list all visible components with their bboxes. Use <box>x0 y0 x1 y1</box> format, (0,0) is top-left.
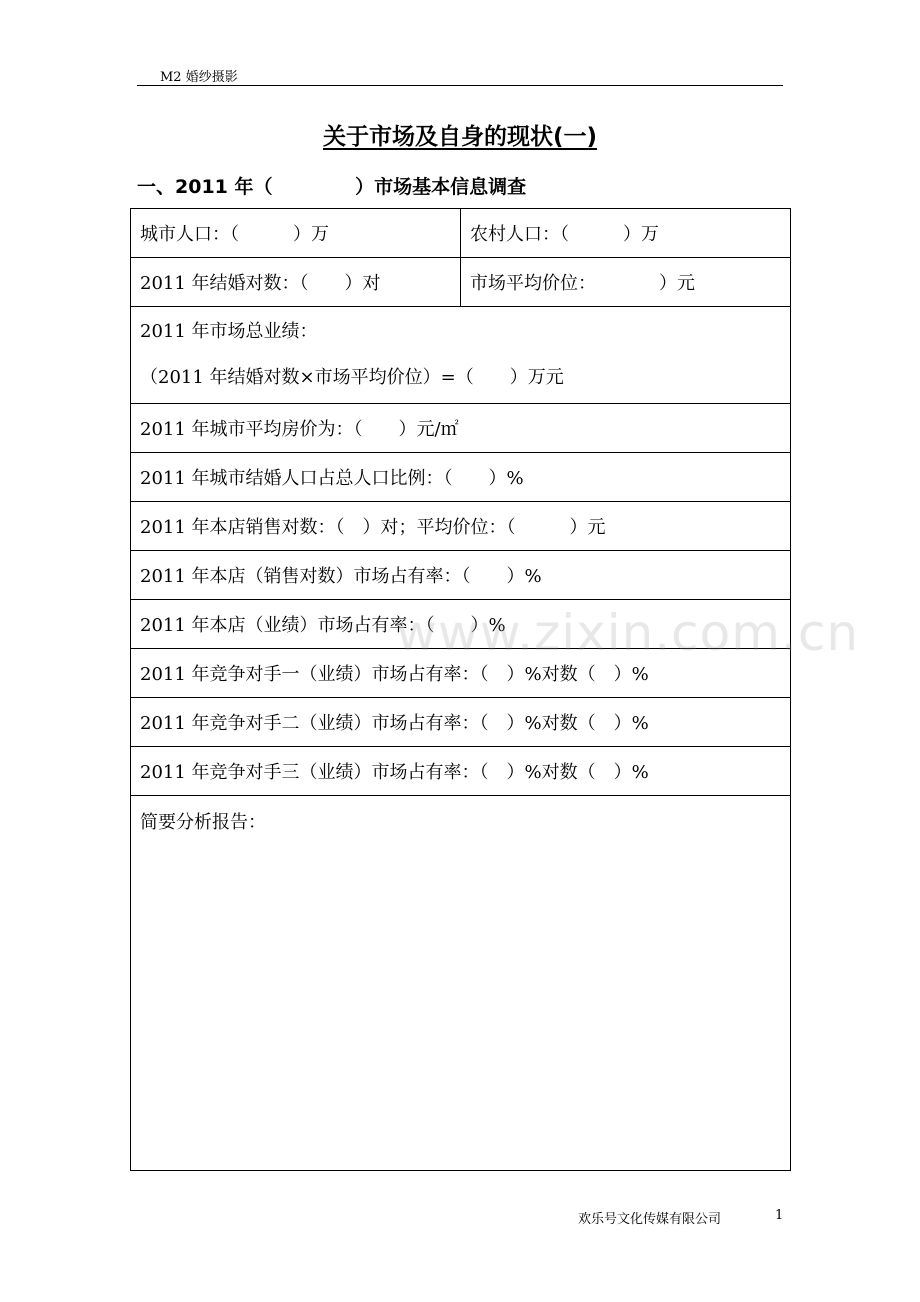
table-row <box>131 698 791 747</box>
competitor-3-cell: 2011 年竞争对手三（业绩）市场占有率：（ ）%对数（ ）% <box>131 747 791 796</box>
marriages-cell: 2011 年结婚对数：（ ）对 <box>131 258 461 307</box>
analysis-report-label: 简要分析报告： <box>140 812 266 833</box>
urban-population-cell: 城市人口：（ ）万 <box>131 209 461 258</box>
table-row <box>131 209 791 258</box>
table-row <box>131 404 791 453</box>
table-row <box>131 551 791 600</box>
section-heading: 一、2011 年（ ）市场基本信息调查 <box>137 176 527 198</box>
header-divider <box>137 85 783 86</box>
table-row <box>131 258 791 307</box>
total-performance-formula: （2011 年结婚对数×市场平均价位）=（ ）万元 <box>140 367 564 388</box>
market-avg-price-cell: 市场平均价位： ）元 <box>461 258 791 307</box>
table-row <box>131 502 791 551</box>
rural-population-cell: 农村人口：（ ）万 <box>461 209 791 258</box>
footer-company: 欢乐号文化传媒有限公司 <box>578 1212 722 1227</box>
total-performance-cell <box>131 307 791 404</box>
page-number: 1 <box>775 1208 784 1223</box>
store-sales-cell: 2011 年本店销售对数：（ ）对；平均价位：（ ）元 <box>131 502 791 551</box>
marriage-ratio-cell: 2011 年城市结婚人口占总人口比例：（ ）% <box>131 453 791 502</box>
survey-table <box>130 208 791 1171</box>
document-title: 关于市场及自身的现状(一) <box>322 124 598 150</box>
table-row <box>131 307 791 404</box>
competitor-2-cell: 2011 年竞争对手二（业绩）市场占有率：（ ）%对数（ ）% <box>131 698 791 747</box>
avg-house-price-cell: 2011 年城市平均房价为：（ ）元/㎡ <box>131 404 791 453</box>
table-row <box>131 453 791 502</box>
total-performance-label: 2011 年市场总业绩： <box>140 321 318 342</box>
store-share-sales-cell: 2011 年本店（销售对数）市场占有率：（ ）% <box>131 551 791 600</box>
table-row <box>131 796 791 1171</box>
table-row <box>131 747 791 796</box>
header-text: M2 婚纱摄影 <box>160 70 238 85</box>
store-share-performance-cell: 2011 年本店（业绩）市场占有率：（ ）% <box>131 600 791 649</box>
watermark: www.zixin.com.cn <box>396 604 860 662</box>
analysis-report-cell <box>131 796 791 1171</box>
competitor-1-cell: 2011 年竞争对手一（业绩）市场占有率：（ ）%对数（ ）% <box>131 649 791 698</box>
